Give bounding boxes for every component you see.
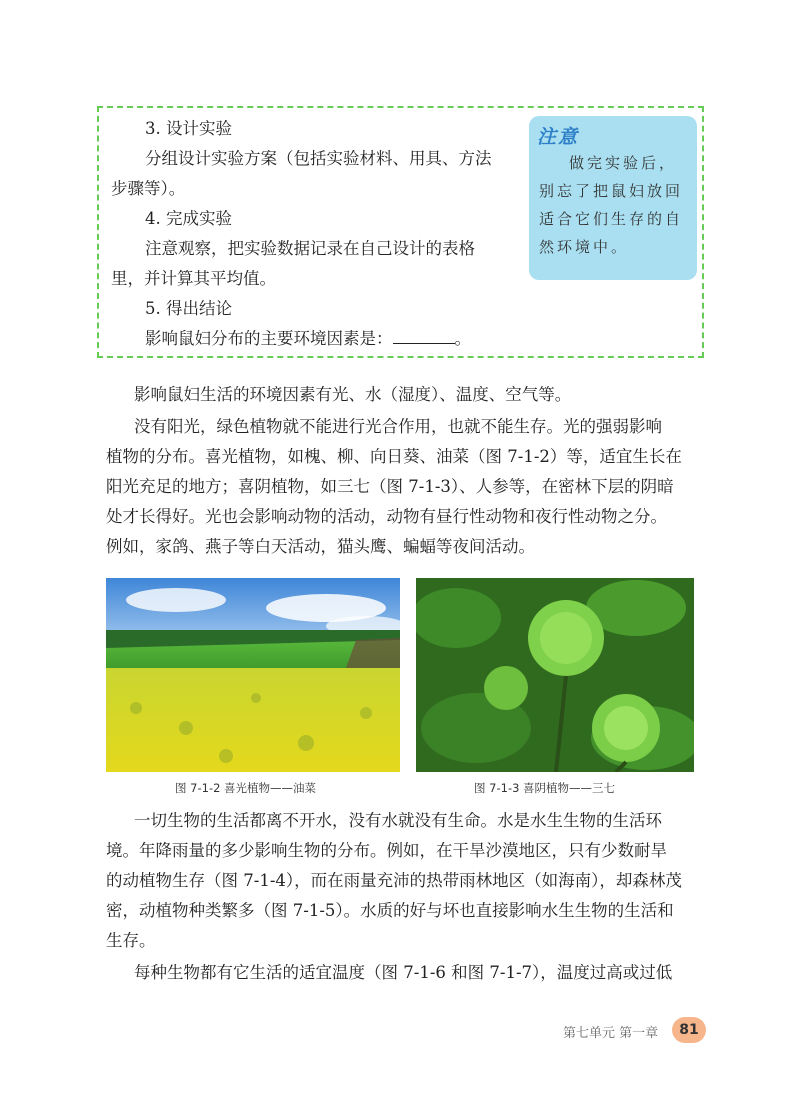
paragraph-line: 的动植物生存（图 7-1-4），而在雨量充沛的热带雨林地区（如海南），却森林茂 bbox=[106, 871, 682, 890]
paragraph-line: 生存。 bbox=[106, 931, 156, 950]
step4-title: 4. 完成实验 bbox=[145, 209, 232, 228]
paragraph-line: 阳光充足的地方；喜阴植物，如三七（图 7-1-3）、人参等，在密林下层的阴暗 bbox=[106, 477, 674, 496]
experiment-box bbox=[97, 106, 704, 358]
step5-body bbox=[111, 324, 523, 354]
page-number: 81 bbox=[672, 1017, 706, 1043]
paragraph-line: 一切生物的生活都离不开水，没有水就没有生命。水是水生生物的生活环 bbox=[134, 811, 662, 830]
paragraph-line: 植物的分布。喜光植物，如槐、柳、向日葵、油菜（图 7-1-2）等，适宜生长在 bbox=[106, 447, 682, 466]
paragraph-line: 密，动植物种类繁多（图 7-1-5）。水质的好与坏也直接影响水生生物的生活和 bbox=[106, 901, 674, 920]
chapter-label: 第七单元 第一章 bbox=[563, 1026, 659, 1041]
step4-body-line2: 里，并计算其平均值。 bbox=[111, 269, 276, 288]
paragraph-line: 境。年降雨量的多少影响生物的分布。例如，在干旱沙漠地区，只有少数耐旱 bbox=[106, 841, 667, 860]
note-body bbox=[539, 149, 687, 261]
experiment-steps bbox=[111, 114, 523, 354]
sanqi-photo bbox=[416, 578, 694, 772]
paragraph-line: 没有阳光，绿色植物就不能进行光合作用，也就不能生存。光的强弱影响 bbox=[134, 417, 662, 436]
answer-blank bbox=[393, 329, 455, 344]
step3-body-line1: 分组设计实验方案（包括实验材料、用具、方法 bbox=[145, 149, 492, 168]
note-line: 做完实验后， bbox=[569, 154, 678, 172]
step5-end: 。 bbox=[454, 329, 471, 348]
paragraph-line: 影响鼠妇生活的环境因素有光、水（湿度）、温度、空气等。 bbox=[134, 385, 572, 404]
paragraph-3 bbox=[106, 806, 702, 956]
note-line: 别忘了把鼠妇放回 bbox=[539, 182, 684, 200]
note-title: 注意 bbox=[537, 126, 580, 148]
paragraph-4 bbox=[106, 958, 702, 988]
step5-title: 5. 得出结论 bbox=[145, 299, 232, 318]
note-line: 适合它们生存的自 bbox=[539, 210, 684, 228]
figure-caption-1: 图 7-1-2 喜光植物——油菜 bbox=[175, 781, 317, 795]
step5-text: 影响鼠妇分布的主要环境因素是： bbox=[145, 329, 393, 348]
paragraph-line: 每种生物都有它生活的适宜温度（图 7-1-6 和图 7-1-7），温度过高或过低 bbox=[134, 963, 673, 982]
note-line: 然环境中。 bbox=[539, 238, 630, 256]
paragraph-line: 例如，家鸽、燕子等白天活动，猫头鹰、蝙蝠等夜间活动。 bbox=[106, 537, 535, 556]
step4-body-line1: 注意观察，把实验数据记录在自己设计的表格 bbox=[145, 239, 475, 258]
paragraph-1 bbox=[106, 380, 702, 410]
figure-caption-2: 图 7-1-3 喜阴植物——三七 bbox=[474, 781, 616, 795]
step3-title: 3. 设计实验 bbox=[145, 119, 232, 138]
paragraph-line: 处才长得好。光也会影响动物的活动，动物有昼行性动物和夜行性动物之分。 bbox=[106, 507, 667, 526]
note-box bbox=[529, 116, 697, 280]
rapeseed-photo bbox=[106, 578, 400, 772]
step3-body-line2: 步骤等）。 bbox=[111, 179, 186, 198]
paragraph-2 bbox=[106, 412, 702, 562]
